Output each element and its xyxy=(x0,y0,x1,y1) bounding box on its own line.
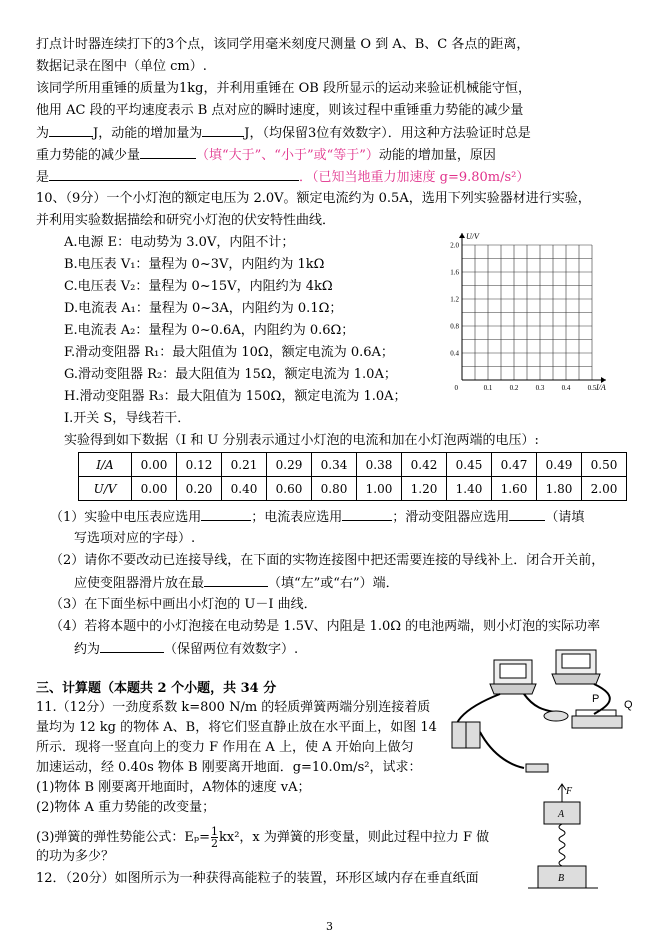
text-line xyxy=(36,826,489,849)
question-12: 12．（20分）如图所示为一种获得高能粒子的装置，环形区域内存在垂直纸面 xyxy=(36,871,479,886)
fraction-numerator: 1 xyxy=(211,825,218,838)
answer-blank xyxy=(140,146,196,159)
table-cell: 0.49 xyxy=(537,453,582,477)
spring xyxy=(559,824,565,866)
text: （填“左”或“右”）端． xyxy=(268,576,399,591)
text: （保留两位有效数字）. xyxy=(164,642,299,657)
table-cell: 0.50 xyxy=(582,453,627,477)
text-line xyxy=(36,168,529,187)
hint-text: （填“大于”、“小于”或“等于”） xyxy=(196,148,379,163)
equipment-item: A.电源 E：电动势为 3.0V，内阻不计； xyxy=(64,235,295,250)
text-line: 该同学所用重锤的质量为1kg，并利用重锤在 OB 段所显示的运动来验证机械能守恒， xyxy=(36,81,531,96)
table-cell: 0.47 xyxy=(492,453,537,477)
section-title: 三、计算题（本题共 2 个小题，共 34 分 xyxy=(36,681,277,696)
text-line: 他用 AC 段的平均速度表示 B 点对应的瞬时速度，则该过程中重锤重力势能的减少量 xyxy=(36,103,524,118)
table-cell: 0.80 xyxy=(312,477,357,501)
hint-text: ．（已知当地重力加速度 g=9.80m/s²） xyxy=(299,170,530,185)
text: ；滑动变阻器应选用 xyxy=(392,510,510,525)
table-cell: 0.38 xyxy=(357,453,402,477)
circuit-figure xyxy=(444,648,654,774)
ammeter-dial xyxy=(500,664,526,678)
text: 动能的增加量，原因 xyxy=(378,148,496,163)
equipment-item: E.电流表 A₂：量程为 0~0.6A，内阻约为 0.6Ω； xyxy=(64,323,355,338)
table-cell: 0.12 xyxy=(177,453,222,477)
answer-blank xyxy=(201,508,251,521)
equipment-item: B.电压表 V₁：量程为 0~3V，内阻约为 1kΩ xyxy=(64,257,325,272)
row-header: I/A xyxy=(79,453,132,477)
text: 是 xyxy=(36,170,50,185)
x-tick-label: 0.3 xyxy=(535,384,545,392)
table-cell: 1.60 xyxy=(492,477,537,501)
text: J，动能的增加量为 xyxy=(93,126,203,141)
sub-question-3: （3）在下面坐标中画出小灯泡的 U－I 曲线． xyxy=(50,597,317,612)
equipment-item: F.滑动变阻器 R₁：最大阻值为 10Ω，额定电流为 0.6A； xyxy=(64,345,394,360)
label-Q: Q xyxy=(624,699,633,711)
text-line: 所示．现将一竖直向上的变力 F 作用在 A 上，使 A 开始向上做匀 xyxy=(36,740,414,755)
y-tick-label: 1.2 xyxy=(450,295,459,304)
text: （1）实验中电压表应选用 xyxy=(50,510,202,525)
switch xyxy=(526,764,548,772)
label-A: A xyxy=(558,809,565,820)
y-tick-label: 0.8 xyxy=(450,322,459,331)
origin-label: 0 xyxy=(454,384,458,392)
text-line xyxy=(74,640,298,659)
battery xyxy=(452,722,466,748)
text-line: (1)物体 B 刚要离开地面时，A物体的速度 vA； xyxy=(36,780,311,795)
sub-question-2: （2）请你不要改动已连接导线，在下面的实物连接图中把还需要连接的导线补上．闭合开关前， xyxy=(50,553,605,568)
text: kx²，x 为弹簧的形变量，则此过程中拉力 F 做 xyxy=(219,830,490,845)
answer-blank xyxy=(509,508,545,521)
table-cell: 0.00 xyxy=(132,477,177,501)
table-cell: 0.34 xyxy=(312,453,357,477)
sub-question-1 xyxy=(50,508,584,527)
text-line: 量均为 12 kg 的物体 A、B，将它们竖直静止放在水平面上，如图 14 xyxy=(36,720,437,735)
text: （请填 xyxy=(545,510,585,525)
text: 约为 xyxy=(74,642,101,657)
table-cell: 0.60 xyxy=(267,477,312,501)
page-number: 3 xyxy=(326,920,333,933)
table-cell: 0.20 xyxy=(177,477,222,501)
text: 重力势能的减少量 xyxy=(36,148,141,163)
voltmeter-dial xyxy=(562,654,590,668)
text-line: 并利用实验数据描绘和研究小灯泡的伏安特性曲线． xyxy=(36,213,336,228)
text: 应使变阻器滑片放在最 xyxy=(74,576,205,591)
y-tick-label: 0.4 xyxy=(450,349,459,358)
x-tick-label: 0.1 xyxy=(483,384,493,392)
text-line: 数据记录在图中（单位 cm）. xyxy=(36,59,207,74)
table-cell: 0.45 xyxy=(447,453,492,477)
equipment-item: D.电流表 A₁：量程为 0~3A，内阻约为 0.1Ω； xyxy=(64,301,343,316)
text: (3)弹簧的弹性势能公式：Eₚ= xyxy=(36,830,210,845)
text: J，（均保留3位有效数字）．用这种方法验证时总是 xyxy=(244,126,531,141)
table-cell: 0.29 xyxy=(267,453,312,477)
fraction xyxy=(211,826,218,849)
table-cell: 2.00 xyxy=(582,477,627,501)
equipment-item: I.开关 S，导线若干． xyxy=(64,411,191,426)
text-line xyxy=(74,574,399,593)
y-tick-label: 1.6 xyxy=(450,268,459,277)
text: 为 xyxy=(36,126,50,141)
table-cell: 1.80 xyxy=(537,477,582,501)
table-cell: 0.00 xyxy=(132,453,177,477)
answer-blank xyxy=(100,640,164,653)
y-tick-label: 2.0 xyxy=(450,241,459,250)
y-axis-label: U/V xyxy=(466,232,479,241)
answer-blank xyxy=(342,508,392,521)
table-row xyxy=(79,477,627,501)
answer-blank xyxy=(49,168,299,181)
equipment-item: H.滑动变阻器 R₃：最大阻值为 150Ω，额定电流为 1.0A； xyxy=(64,389,407,404)
data-intro: 实验得到如下数据（I 和 U 分别表示通过小灯泡的电流和加在小灯泡两端的电压）: xyxy=(64,433,539,448)
sub-question-4: （4）若将本题中的小灯泡接在电动势是 1.5V、内阻是 1.0Ω 的电池两端，则小灯泡的实际功率 xyxy=(50,619,601,634)
text-line: (2)物体 A 重力势能的改变量； xyxy=(36,800,216,815)
text-line: 写选项对应的字母）. xyxy=(74,531,196,546)
table-cell: 0.42 xyxy=(402,453,447,477)
battery xyxy=(466,722,480,748)
label-P: P xyxy=(592,693,600,705)
text-line: 打点计时器连续打下的3个点，该同学用毫米刻度尺测量 O 到 A、B、C 各点的距离， xyxy=(36,37,530,52)
y-axis-arrow xyxy=(459,233,465,238)
answer-blank xyxy=(49,124,93,137)
label-F: F xyxy=(566,786,573,797)
row-header: U/V xyxy=(79,477,132,501)
text-line: 的功为多少？ xyxy=(36,849,115,864)
label-B: B xyxy=(558,873,565,884)
rheostat xyxy=(572,716,622,728)
data-table xyxy=(78,452,627,501)
equipment-item: C.电压表 V₂：量程为 0~15V，内阻约为 4kΩ xyxy=(64,279,333,294)
question-11: 11.（12分）一劲度系数 k=800 N/m 的轻质弹簧两端分别连接着质 xyxy=(36,700,431,715)
x-tick-label: 0.4 xyxy=(561,384,571,392)
x-axis-label: I/A xyxy=(596,383,606,392)
table-cell: 1.00 xyxy=(357,477,402,501)
table-cell: 1.20 xyxy=(402,477,447,501)
x-tick-label: 0.5 xyxy=(587,384,597,392)
spring-figure xyxy=(528,782,598,892)
u-i-graph xyxy=(446,218,616,398)
lamp-socket xyxy=(544,711,568,721)
table-cell: 1.40 xyxy=(447,477,492,501)
fraction-denominator: 2 xyxy=(211,837,218,850)
text-line xyxy=(36,146,496,165)
answer-blank xyxy=(204,574,268,587)
x-tick-label: 0.2 xyxy=(509,384,519,392)
table-cell: 0.21 xyxy=(222,453,267,477)
text: ；电流表应选用 xyxy=(251,510,343,525)
answer-blank xyxy=(202,124,244,137)
question-10: 10、（9分）一个小灯泡的额定电压为 2.0V。额定电流约为 0.5A，选用下列实验器材进行实验， xyxy=(36,191,591,206)
text-line: 加速运动，经 0.40s 物体 B 刚要离开地面．g=10.0m/s²，试求： xyxy=(36,760,422,775)
table-cell: 0.40 xyxy=(222,477,267,501)
equipment-item: G.滑动变阻器 R₂：最大阻值为 15Ω，额定电流为 1.0A； xyxy=(64,367,397,382)
text-line xyxy=(36,124,531,143)
table-row xyxy=(79,453,627,477)
